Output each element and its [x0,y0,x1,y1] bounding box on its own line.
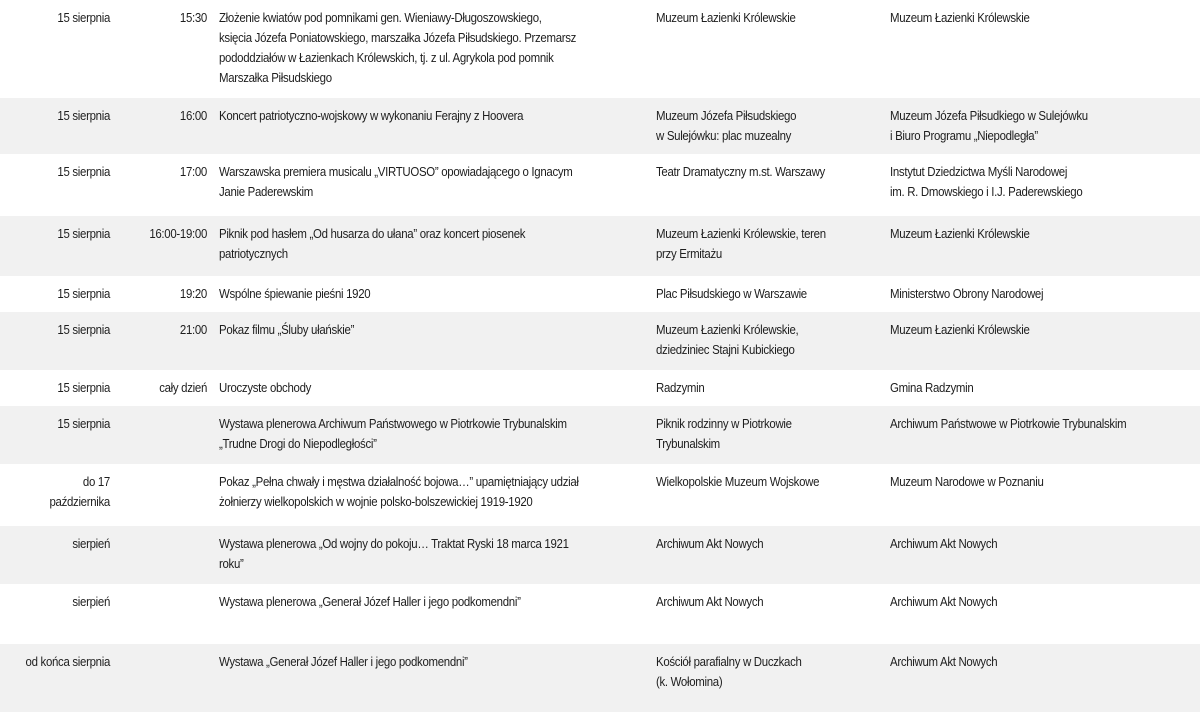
event-cell: Wystawa „Generał Józef Haller i jego podkomendni” [219,654,468,669]
organizer-cell: Archiwum Państwowe w Piotrkowie Trybunalskim [890,416,1127,431]
table-row [0,526,1200,584]
date-cell: 15 sierpnia [57,322,110,337]
time-cell: cały dzień [159,380,207,395]
organizer-cell: Archiwum Akt Nowych [890,654,998,669]
place-cell: Plac Piłsudskiego w Warszawie [656,286,807,301]
date-cell: 15 sierpnia [57,380,110,395]
event-cell: Warszawska premiera musicalu „VIRTUOSO” opowiadającego o Ignacym Janie Paderewskim [219,164,573,199]
organizer-cell: Archiwum Akt Nowych [890,594,998,609]
table-row [0,370,1200,406]
place-cell: Muzeum Łazienki Królewskie, dziedziniec Stajni Kubickiego [656,322,799,357]
date-cell: 15 sierpnia [57,10,110,25]
organizer-cell: Muzeum Narodowe w Poznaniu [890,474,1044,489]
event-cell: Wystawa plenerowa Archiwum Państwowego w Piotrkowie Trybunalskim „Trudne Drogi do Niepodległości” [219,416,567,451]
place-cell: Wielkopolskie Muzeum Wojskowe [656,474,820,489]
event-cell: Koncert patriotyczno-wojskowy w wykonaniu Ferajny z Hoovera [219,108,524,123]
place-cell: Kościół parafialny w Duczkach (k. Wołomina) [656,654,802,689]
table-row [0,464,1200,526]
table-row [0,0,1200,98]
place-cell: Muzeum Józefa Piłsudskiego w Sulejówku: plac muzealny [656,108,797,143]
place-cell: Muzeum Łazienki Królewskie [656,10,796,25]
place-cell: Muzeum Łazienki Królewskie, teren przy Ermitażu [656,226,826,261]
date-cell: do 17 października [49,474,110,509]
table-row [0,216,1200,276]
date-cell: 15 sierpnia [57,226,110,241]
time-cell: 19:20 [179,286,207,301]
table-row [0,312,1200,370]
date-cell: sierpień [72,536,110,551]
table-row [0,584,1200,644]
date-cell: sierpień [72,594,110,609]
organizer-cell: Archiwum Akt Nowych [890,536,998,551]
organizer-cell: Gmina Radzymin [890,380,974,395]
time-cell: 15:30 [179,10,207,25]
table-row [0,276,1200,312]
table-row [0,644,1200,712]
event-cell: Wspólne śpiewanie pieśni 1920 [219,286,371,301]
event-cell: Wystawa plenerowa „Generał Józef Haller i jego podkomendni” [219,594,521,609]
date-cell: 15 sierpnia [57,164,110,179]
event-cell: Złożenie kwiatów pod pomnikami gen. Wieniawy-Długoszowskiego, księcia Józefa Poniatowskiego, marszałka Józefa Piłsudskiego. Przemarsz pododdziałów w Łazienkach Królewskich, tj. z ul. Agrykola pod pomnik Marszałka Piłsudskiego [219,10,577,85]
date-cell: od końca sierpnia [25,654,111,669]
organizer-cell: Muzeum Józefa Piłsudkiego w Sulejówku i Biuro Programu „Niepodległa” [890,108,1088,143]
event-cell: Piknik pod hasłem „Od husarza do ułana” oraz koncert piosenek patriotycznych [219,226,526,261]
table-row [0,406,1200,464]
event-cell: Pokaz „Pełna chwały i męstwa działalność bojowa…” upamiętniający udział żołnierzy wielkopolskich w wojnie polsko-bolszewickiej 1919-1920 [219,474,579,509]
place-cell: Piknik rodzinny w Piotrkowie Trybunalskim [656,416,792,451]
event-cell: Wystawa plenerowa „Od wojny do pokoju… Traktat Ryski 18 marca 1921 roku” [219,536,569,571]
organizer-cell: Instytut Dziedzictwa Myśli Narodowej im. R. Dmowskiego i I.J. Paderewskiego [890,164,1083,199]
organizer-cell: Muzeum Łazienki Królewskie [890,322,1030,337]
event-cell: Uroczyste obchody [219,380,312,395]
place-cell: Archiwum Akt Nowych [656,536,764,551]
time-cell: 17:00 [179,164,207,179]
date-cell: 15 sierpnia [57,286,110,301]
time-cell: 21:00 [179,322,207,337]
table-row [0,98,1200,154]
time-cell: 16:00-19:00 [149,226,207,241]
organizer-cell: Muzeum Łazienki Królewskie [890,10,1030,25]
table-row [0,154,1200,216]
place-cell: Radzymin [656,380,705,395]
place-cell: Teatr Dramatyczny m.st. Warszawy [656,164,825,179]
organizer-cell: Ministerstwo Obrony Narodowej [890,286,1044,301]
place-cell: Archiwum Akt Nowych [656,594,764,609]
date-cell: 15 sierpnia [57,416,110,431]
date-cell: 15 sierpnia [57,108,110,123]
event-cell: Pokaz filmu „Śluby ułańskie” [219,322,355,337]
time-cell: 16:00 [179,108,207,123]
organizer-cell: Muzeum Łazienki Królewskie [890,226,1030,241]
